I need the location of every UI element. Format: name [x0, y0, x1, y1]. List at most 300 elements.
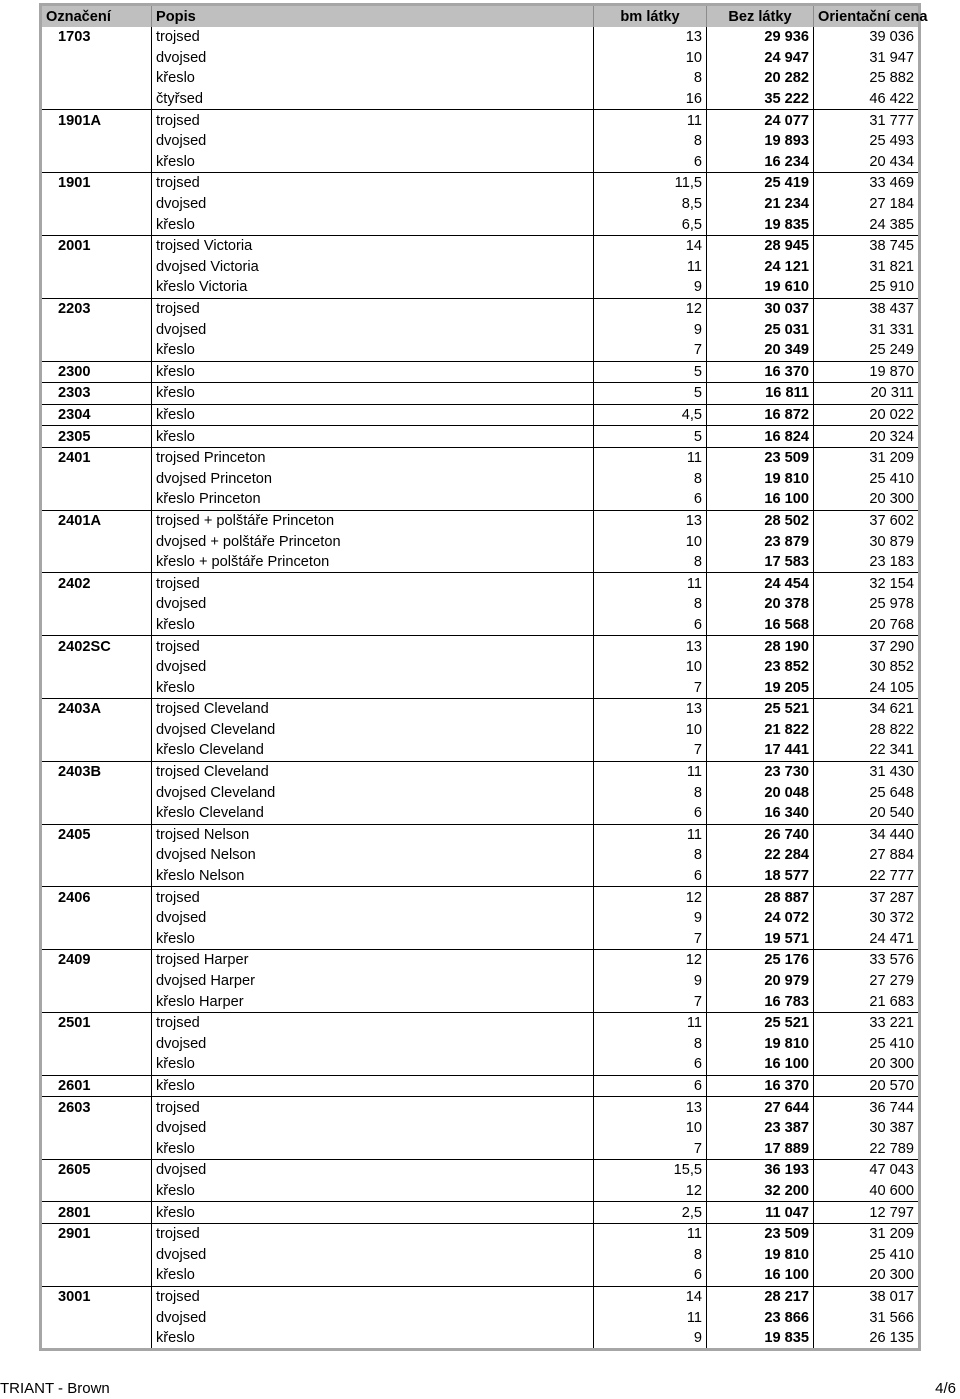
product-code: [41, 319, 152, 340]
product-code: [41, 929, 152, 950]
price-without-fabric: 23 509: [707, 447, 814, 468]
fabric-meters: 12: [594, 887, 707, 908]
fabric-meters: 15,5: [594, 1160, 707, 1181]
estimated-price: 47 043: [814, 1160, 920, 1181]
table-row: [41, 1075, 920, 1097]
estimated-price: 25 882: [814, 68, 920, 89]
fabric-meters: 11: [594, 1012, 707, 1033]
table-row: [41, 677, 920, 698]
product-code: [41, 866, 152, 887]
estimated-price: 25 410: [814, 1244, 920, 1265]
product-description: křeslo: [152, 1265, 594, 1286]
product-code: [41, 1265, 152, 1286]
estimated-price: 39 036: [814, 27, 920, 48]
table-row: [41, 1286, 920, 1307]
product-description: dvojsed Princeton: [152, 468, 594, 489]
table-row: [41, 887, 920, 908]
product-code: 2305: [41, 426, 152, 448]
price-without-fabric: 30 037: [707, 298, 814, 319]
product-code: 2605: [41, 1160, 152, 1181]
product-code: 2901: [41, 1223, 152, 1244]
product-description: trojsed: [152, 1012, 594, 1033]
fabric-meters: 11: [594, 447, 707, 468]
product-code: [41, 594, 152, 615]
table-row: [41, 1244, 920, 1265]
product-description: trojsed Princeton: [152, 447, 594, 468]
fabric-meters: 10: [594, 1118, 707, 1139]
fabric-meters: 7: [594, 740, 707, 761]
estimated-price: 20 768: [814, 615, 920, 636]
product-description: trojsed: [152, 1097, 594, 1118]
product-description: trojsed: [152, 636, 594, 657]
product-code: 2501: [41, 1012, 152, 1033]
estimated-price: 31 430: [814, 761, 920, 782]
estimated-price: 30 852: [814, 657, 920, 678]
product-code: [41, 1118, 152, 1139]
estimated-price: 25 648: [814, 782, 920, 803]
product-code: 2409: [41, 950, 152, 971]
price-without-fabric: 29 936: [707, 27, 814, 48]
estimated-price: 30 387: [814, 1118, 920, 1139]
fabric-meters: 5: [594, 361, 707, 383]
table-row: [41, 657, 920, 678]
product-code: [41, 340, 152, 361]
table-header: [41, 5, 928, 28]
header-orientacni-cena: Orientační cena: [814, 5, 920, 28]
table-row: [41, 110, 920, 131]
header-row: [41, 5, 920, 28]
product-code: [41, 68, 152, 89]
product-code: [41, 782, 152, 803]
product-code: 1901A: [41, 110, 152, 131]
fabric-meters: 11: [594, 110, 707, 131]
product-description: křeslo Cleveland: [152, 803, 594, 824]
price-without-fabric: 24 121: [707, 257, 814, 278]
estimated-price: 31 947: [814, 48, 920, 69]
product-code: 2203: [41, 298, 152, 319]
price-without-fabric: 25 031: [707, 319, 814, 340]
product-description: trojsed Cleveland: [152, 761, 594, 782]
fabric-meters: 6: [594, 803, 707, 824]
table-row: [41, 740, 920, 761]
product-description: křeslo: [152, 1075, 594, 1097]
table-row: [41, 27, 920, 48]
fabric-meters: 13: [594, 636, 707, 657]
price-without-fabric: 16 568: [707, 615, 814, 636]
header-popis: Popis: [152, 5, 594, 28]
fabric-meters: 5: [594, 383, 707, 405]
price-without-fabric: 25 176: [707, 950, 814, 971]
fabric-meters: 13: [594, 1097, 707, 1118]
estimated-price: 36 744: [814, 1097, 920, 1118]
estimated-price: 34 621: [814, 699, 920, 720]
estimated-price: 31 331: [814, 319, 920, 340]
product-description: křeslo: [152, 1054, 594, 1075]
estimated-price: 33 576: [814, 950, 920, 971]
fabric-meters: 8: [594, 131, 707, 152]
table-row: [41, 824, 920, 845]
price-without-fabric: 18 577: [707, 866, 814, 887]
product-code: 2402: [41, 573, 152, 594]
product-description: dvojsed Harper: [152, 971, 594, 992]
estimated-price: 31 566: [814, 1307, 920, 1328]
product-code: [41, 657, 152, 678]
price-table: [39, 3, 928, 1351]
fabric-meters: 7: [594, 340, 707, 361]
price-without-fabric: 16 824: [707, 426, 814, 448]
product-code: [41, 152, 152, 173]
estimated-price: 40 600: [814, 1181, 920, 1202]
price-without-fabric: 19 810: [707, 468, 814, 489]
product-code: 3001: [41, 1286, 152, 1307]
estimated-price: 12 797: [814, 1202, 920, 1224]
estimated-price: 33 221: [814, 1012, 920, 1033]
product-code: [41, 677, 152, 698]
fabric-meters: 14: [594, 1286, 707, 1307]
fabric-meters: 5: [594, 426, 707, 448]
product-description: křeslo: [152, 426, 594, 448]
product-code: 1703: [58, 29, 91, 46]
product-description: křeslo: [152, 1181, 594, 1202]
price-without-fabric: 19 810: [707, 1034, 814, 1055]
fabric-meters: 11: [594, 1223, 707, 1244]
product-description: dvojsed: [152, 319, 594, 340]
product-code: [41, 971, 152, 992]
estimated-price: 22 777: [814, 866, 920, 887]
estimated-price: 25 410: [814, 1034, 920, 1055]
product-code: [41, 194, 152, 215]
estimated-price: 22 789: [814, 1138, 920, 1159]
price-without-fabric: 23 509: [707, 1223, 814, 1244]
price-without-fabric: 22 284: [707, 845, 814, 866]
product-description: křeslo Victoria: [152, 277, 594, 298]
footer-page-number: 4/6: [935, 1380, 956, 1397]
table-row: [41, 404, 920, 426]
product-code: [41, 468, 152, 489]
estimated-price: 38 017: [814, 1286, 920, 1307]
estimated-price: 20 324: [814, 426, 920, 448]
table-row: [41, 68, 920, 89]
price-without-fabric: 32 200: [707, 1181, 814, 1202]
product-code: [41, 803, 152, 824]
price-without-fabric: 16 100: [707, 1265, 814, 1286]
table-row: [41, 573, 920, 594]
fabric-meters: 13: [594, 699, 707, 720]
price-without-fabric: 23 387: [707, 1118, 814, 1139]
estimated-price: 19 870: [814, 361, 920, 383]
table-row: [41, 761, 920, 782]
table-row: [41, 48, 920, 69]
fabric-meters: 6: [594, 1075, 707, 1097]
product-code: 1901: [41, 173, 152, 194]
estimated-price: 25 910: [814, 277, 920, 298]
product-code: 2801: [41, 1202, 152, 1224]
product-description: trojsed Harper: [152, 950, 594, 971]
price-without-fabric: 19 835: [707, 214, 814, 235]
price-without-fabric: 19 835: [707, 1328, 814, 1350]
product-code: [41, 845, 152, 866]
product-description: křeslo: [152, 383, 594, 405]
estimated-price: 27 884: [814, 845, 920, 866]
table-row: [41, 298, 920, 319]
product-code: [41, 991, 152, 1012]
product-description: dvojsed Victoria: [152, 257, 594, 278]
product-code: 2304: [41, 404, 152, 426]
product-code: [41, 489, 152, 510]
product-code: [41, 1138, 152, 1159]
product-description: křeslo + polštáře Princeton: [152, 552, 594, 573]
price-without-fabric: 27 644: [707, 1097, 814, 1118]
estimated-price: 38 745: [814, 235, 920, 256]
table-row: [41, 383, 920, 405]
estimated-price: 30 372: [814, 908, 920, 929]
product-code: 2300: [41, 361, 152, 383]
product-description: křeslo: [152, 1328, 594, 1350]
estimated-price: 20 300: [814, 489, 920, 510]
product-description: trojsed + polštáře Princeton: [152, 510, 594, 531]
table-row: [41, 531, 920, 552]
product-code: 2303: [41, 383, 152, 405]
table-row: [41, 447, 920, 468]
product-description: dvojsed: [152, 1244, 594, 1265]
price-without-fabric: 16 872: [707, 404, 814, 426]
table-row: [41, 131, 920, 152]
price-without-fabric: 28 945: [707, 235, 814, 256]
table-row: [41, 1097, 920, 1118]
table-row: [41, 1054, 920, 1075]
product-description: křeslo: [152, 214, 594, 235]
price-without-fabric: 11 047: [707, 1202, 814, 1224]
fabric-meters: 6,5: [594, 214, 707, 235]
estimated-price: 32 154: [814, 573, 920, 594]
fabric-meters: 6: [594, 1054, 707, 1075]
fabric-meters: 8: [594, 594, 707, 615]
product-code: [41, 214, 152, 235]
fabric-meters: 8: [594, 782, 707, 803]
table-row: [41, 1034, 920, 1055]
fabric-meters: 9: [594, 277, 707, 298]
price-without-fabric: 16 370: [707, 361, 814, 383]
estimated-price: 34 440: [814, 824, 920, 845]
fabric-meters: 8,5: [594, 194, 707, 215]
estimated-price: 24 105: [814, 677, 920, 698]
product-description: trojsed Victoria: [152, 235, 594, 256]
fabric-meters: 9: [594, 971, 707, 992]
fabric-meters: 6: [594, 489, 707, 510]
table-row: [41, 1181, 920, 1202]
product-description: křeslo Cleveland: [152, 740, 594, 761]
product-description: dvojsed: [152, 908, 594, 929]
header-bm-latky: bm látky: [594, 5, 707, 28]
fabric-meters: 13: [594, 27, 707, 48]
table-row: [41, 908, 920, 929]
product-description: trojsed: [152, 573, 594, 594]
table-row: [41, 720, 920, 741]
estimated-price: 24 385: [814, 214, 920, 235]
product-description: dvojsed: [152, 1307, 594, 1328]
product-description: trojsed Cleveland: [152, 699, 594, 720]
price-without-fabric: 23 730: [707, 761, 814, 782]
product-description: trojsed: [152, 173, 594, 194]
fabric-meters: 10: [594, 531, 707, 552]
estimated-price: 27 184: [814, 194, 920, 215]
product-code: 2402SC: [41, 636, 152, 657]
product-description: dvojsed: [152, 1034, 594, 1055]
estimated-price: 20 300: [814, 1265, 920, 1286]
estimated-price: 26 135: [814, 1328, 920, 1350]
product-code: [41, 257, 152, 278]
table-row: [41, 173, 920, 194]
product-code: 2603: [41, 1097, 152, 1118]
product-description: trojsed Nelson: [152, 824, 594, 845]
fabric-meters: 8: [594, 552, 707, 573]
price-without-fabric: 16 100: [707, 1054, 814, 1075]
product-code: [41, 720, 152, 741]
estimated-price: 22 341: [814, 740, 920, 761]
product-description: dvojsed: [152, 1118, 594, 1139]
fabric-meters: 8: [594, 1244, 707, 1265]
estimated-price: 37 287: [814, 887, 920, 908]
table-row: [41, 782, 920, 803]
table-row: [41, 1138, 920, 1159]
table-row: [41, 803, 920, 824]
table-row: [41, 1012, 920, 1033]
price-without-fabric: 20 378: [707, 594, 814, 615]
fabric-meters: 6: [594, 615, 707, 636]
footer-brand: TRIANT - Brown: [0, 1380, 110, 1397]
product-code: [41, 1307, 152, 1328]
product-description: dvojsed + polštáře Princeton: [152, 531, 594, 552]
product-description: křeslo: [152, 404, 594, 426]
price-without-fabric: 23 852: [707, 657, 814, 678]
product-description: křeslo Harper: [152, 991, 594, 1012]
table-row: [41, 1202, 920, 1224]
estimated-price: 46 422: [814, 89, 920, 110]
table-body: [41, 27, 920, 1350]
product-code: 2601: [41, 1075, 152, 1097]
fabric-meters: 10: [594, 48, 707, 69]
estimated-price: 25 410: [814, 468, 920, 489]
fabric-meters: 9: [594, 319, 707, 340]
price-without-fabric: 23 879: [707, 531, 814, 552]
product-code: 2401: [41, 447, 152, 468]
estimated-price: 20 300: [814, 1054, 920, 1075]
fabric-meters: 11: [594, 824, 707, 845]
fabric-meters: 11: [594, 257, 707, 278]
price-without-fabric: 26 740: [707, 824, 814, 845]
product-code: 2403B: [41, 761, 152, 782]
estimated-price: 30 879: [814, 531, 920, 552]
price-without-fabric: 19 810: [707, 1244, 814, 1265]
price-without-fabric: 16 811: [707, 383, 814, 405]
table-row: [41, 214, 920, 235]
table-row: [41, 991, 920, 1012]
product-code: [41, 615, 152, 636]
table-row: [41, 929, 920, 950]
product-description: křeslo Princeton: [152, 489, 594, 510]
product-code: [41, 552, 152, 573]
product-code: [41, 277, 152, 298]
table-row: [41, 1118, 920, 1139]
fabric-meters: 13: [594, 510, 707, 531]
price-without-fabric: 17 583: [707, 552, 814, 573]
table-row: [41, 361, 920, 383]
table-row: [41, 1223, 920, 1244]
product-description: křeslo: [152, 929, 594, 950]
table-row: [41, 277, 920, 298]
table-row: [41, 615, 920, 636]
fabric-meters: 12: [594, 950, 707, 971]
price-without-fabric: 19 205: [707, 677, 814, 698]
price-without-fabric: 36 193: [707, 1160, 814, 1181]
fabric-meters: 7: [594, 1138, 707, 1159]
product-description: křeslo: [152, 68, 594, 89]
estimated-price: 28 822: [814, 720, 920, 741]
price-without-fabric: 25 521: [707, 699, 814, 720]
product-description: křeslo: [152, 152, 594, 173]
fabric-meters: 6: [594, 152, 707, 173]
price-without-fabric: 28 502: [707, 510, 814, 531]
price-without-fabric: 16 100: [707, 489, 814, 510]
price-without-fabric: 28 887: [707, 887, 814, 908]
fabric-meters: 11: [594, 573, 707, 594]
fabric-meters: 16: [594, 89, 707, 110]
price-without-fabric: 20 282: [707, 68, 814, 89]
table-row: [41, 468, 920, 489]
fabric-meters: 12: [594, 298, 707, 319]
fabric-meters: 6: [594, 866, 707, 887]
table-row: [41, 1307, 920, 1328]
price-without-fabric: 35 222: [707, 89, 814, 110]
product-description: čtyřsed: [152, 89, 594, 110]
price-without-fabric: 17 889: [707, 1138, 814, 1159]
product-description: křeslo: [152, 361, 594, 383]
product-description: trojsed: [152, 1286, 594, 1307]
estimated-price: 20 570: [814, 1075, 920, 1097]
product-code: [41, 1034, 152, 1055]
fabric-meters: 9: [594, 908, 707, 929]
fabric-meters: 8: [594, 845, 707, 866]
fabric-meters: 11,5: [594, 173, 707, 194]
fabric-meters: 11: [594, 761, 707, 782]
table-row: [41, 1160, 920, 1181]
price-without-fabric: 20 349: [707, 340, 814, 361]
table-row: [41, 319, 920, 340]
estimated-price: 23 183: [814, 552, 920, 573]
fabric-meters: 4,5: [594, 404, 707, 426]
price-without-fabric: 28 190: [707, 636, 814, 657]
estimated-price: 31 777: [814, 110, 920, 131]
price-without-fabric: 17 441: [707, 740, 814, 761]
product-code: [41, 131, 152, 152]
estimated-price: 25 978: [814, 594, 920, 615]
table-row: [41, 1328, 920, 1350]
product-code: [41, 740, 152, 761]
product-code: 2406: [41, 887, 152, 908]
price-without-fabric: 24 947: [707, 48, 814, 69]
price-without-fabric: 19 610: [707, 277, 814, 298]
product-code: [41, 48, 152, 69]
fabric-meters: 7: [594, 991, 707, 1012]
price-without-fabric: 21 822: [707, 720, 814, 741]
fabric-meters: 14: [594, 235, 707, 256]
estimated-price: 20 434: [814, 152, 920, 173]
price-without-fabric: 24 072: [707, 908, 814, 929]
table-row: [41, 89, 920, 110]
table-row: [41, 340, 920, 361]
product-description: dvojsed: [152, 131, 594, 152]
product-code: [41, 1328, 152, 1350]
